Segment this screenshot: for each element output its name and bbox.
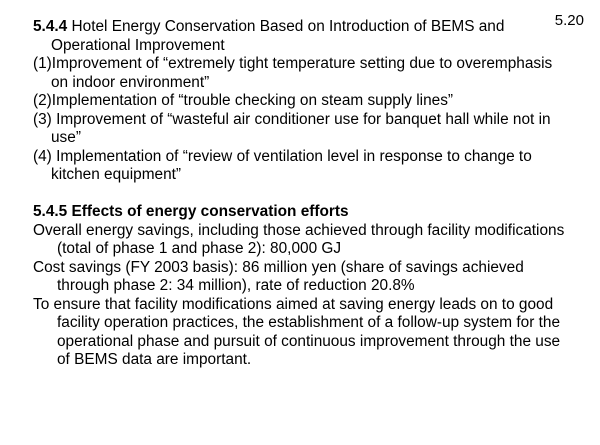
section-number: 5.4.4 <box>33 18 68 35</box>
list-item-1: (1)Improvement of “extremely tight temperature setting due to overemphasis on indoor environment” <box>33 55 553 91</box>
list-item-3: (3) Improvement of “wasteful air conditioner use for banquet hall while not in use” <box>33 110 551 146</box>
paragraph-follow-up: To ensure that facility modifications aimed at saving energy leads on to good facility operation practices, the establishment of a follow-up system for the operational phase and pursuit of continuous improvement through the use of BEMS data are important. <box>33 295 561 368</box>
page-number: 5.20 <box>554 12 584 29</box>
section-title: Hotel Energy Conservation Based on Introduction of BEMS and Operational Improvement <box>51 18 505 54</box>
paragraph-cost-savings: Cost savings (FY 2003 basis): 86 million yen (share of savings achieved through phase 2: 34 million), rate of reduction 20.8% <box>33 258 524 294</box>
slide-content <box>33 18 573 370</box>
list-item-2: (2)Implementation of “trouble checking on steam supply lines” <box>33 92 454 109</box>
paragraph-energy-savings: Overall energy savings, including those achieved through facility modifications (total of phase 1 and phase 2): 80,000 GJ <box>33 221 565 257</box>
section-heading-5-4-4 <box>33 18 573 55</box>
section-heading-5-4-5: 5.4.5 Effects of energy conservation efforts <box>33 203 349 220</box>
spacer <box>33 185 573 204</box>
list-item-4: (4) Implementation of “review of ventilation level in response to change to kitchen equipment” <box>33 147 532 183</box>
